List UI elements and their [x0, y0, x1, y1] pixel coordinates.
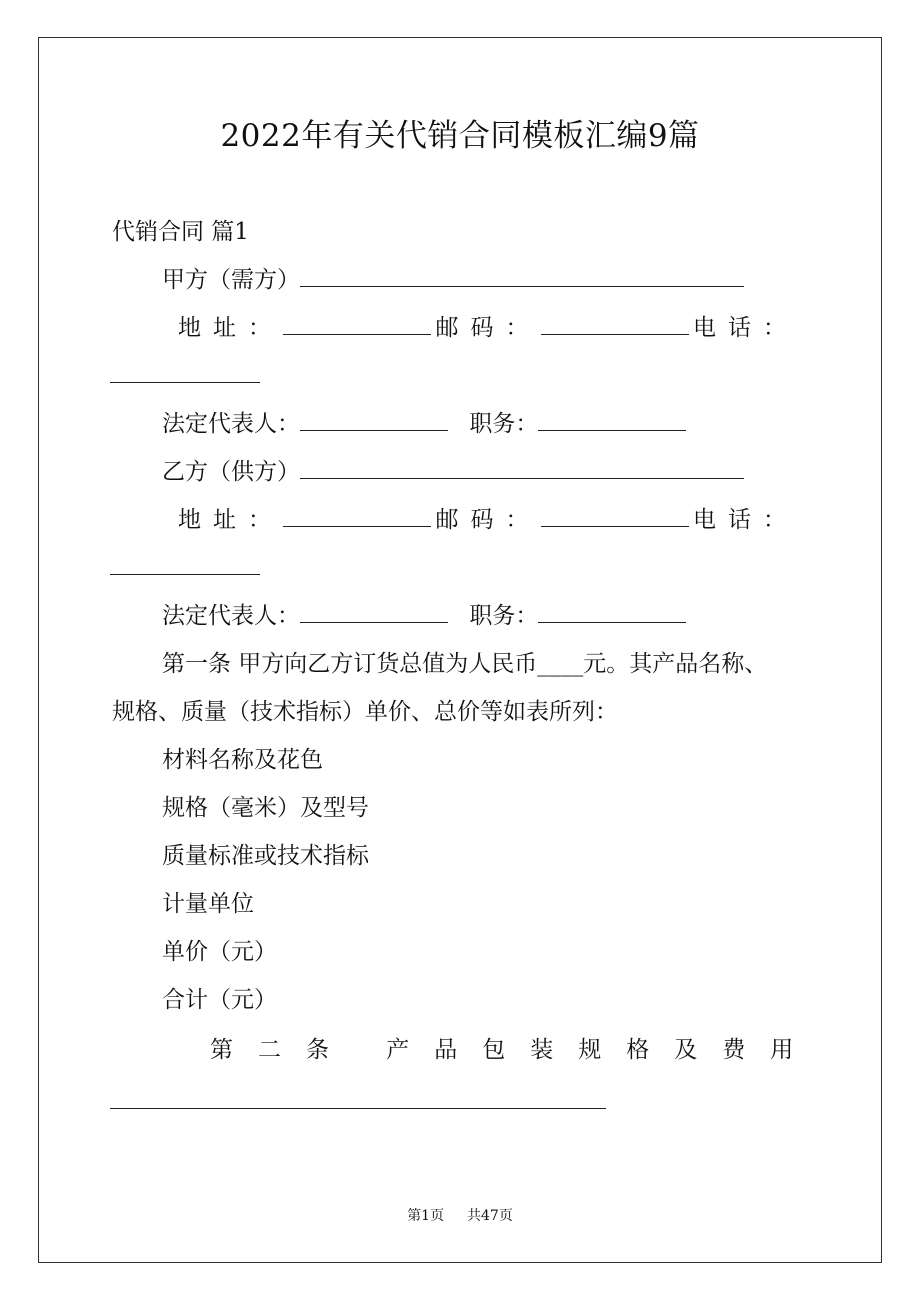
- party-b-contact-line: [178, 502, 798, 538]
- party-a-address-label: 地址：: [178, 315, 283, 341]
- article2-heading: 第二条 产品包装规格及费用: [210, 1037, 819, 1063]
- party-a-postcode-label: 邮码：: [435, 315, 541, 341]
- party-a-phone-line: [110, 358, 260, 394]
- party-a-blank[interactable]: [300, 264, 744, 287]
- party-a-label: 甲方（需方）: [162, 267, 300, 293]
- party-b-rep-blank[interactable]: [300, 600, 448, 623]
- page-total: 共47页: [467, 1208, 513, 1224]
- party-b-blank[interactable]: [300, 456, 744, 479]
- party-a-postcode-blank[interactable]: [541, 312, 689, 335]
- party-a-address-blank[interactable]: [283, 312, 431, 335]
- party-a-position-label: 职务：: [469, 411, 539, 437]
- table-item-unit-price: 单价（元）: [162, 939, 277, 965]
- document-title: 2022年有关代销合同模板汇编9篇: [220, 118, 700, 154]
- party-a-rep-label: 法定代表人：: [162, 411, 300, 437]
- party-b-phone-label: 电话：: [693, 507, 798, 533]
- party-a-phone-label: 电话：: [693, 315, 798, 341]
- table-item-total: 合计（元）: [162, 987, 277, 1013]
- article1-line1: 第一条 甲方向乙方订货总值为人民币____元。其产品名称、: [162, 651, 768, 677]
- party-b-rep-line: [162, 598, 686, 634]
- section-heading: 代销合同 篇1: [112, 219, 249, 245]
- party-b-rep-label: 法定代表人：: [162, 603, 300, 629]
- party-b-line: [162, 454, 744, 490]
- article1-line2: 规格、质量（技术指标）单价、总价等如表所列：: [112, 699, 618, 725]
- party-b-position-label: 职务：: [469, 603, 539, 629]
- table-item-material: 材料名称及花色: [162, 747, 323, 773]
- party-a-phone-blank[interactable]: [110, 360, 260, 383]
- party-b-label: 乙方（供方）: [162, 459, 300, 485]
- page-footer: [0, 1206, 920, 1226]
- table-item-quality: 质量标准或技术指标: [162, 843, 369, 869]
- party-b-phone-blank[interactable]: [110, 552, 260, 575]
- party-a-rep-blank[interactable]: [300, 408, 448, 431]
- party-a-contact-line: [178, 310, 798, 346]
- party-a-rep-line: [162, 406, 686, 442]
- party-b-postcode-blank[interactable]: [541, 504, 689, 527]
- page-number: 第1页: [407, 1208, 445, 1224]
- party-b-phone-line: [110, 550, 260, 586]
- article2-blank[interactable]: [110, 1108, 606, 1109]
- party-b-address-blank[interactable]: [283, 504, 431, 527]
- party-b-postcode-label: 邮码：: [435, 507, 541, 533]
- party-a-position-blank[interactable]: [538, 408, 686, 431]
- table-item-unit: 计量单位: [162, 891, 254, 917]
- party-a-line: [162, 262, 744, 298]
- party-b-position-blank[interactable]: [538, 600, 686, 623]
- party-b-address-label: 地址：: [178, 507, 283, 533]
- table-item-spec: 规格（毫米）及型号: [162, 795, 369, 821]
